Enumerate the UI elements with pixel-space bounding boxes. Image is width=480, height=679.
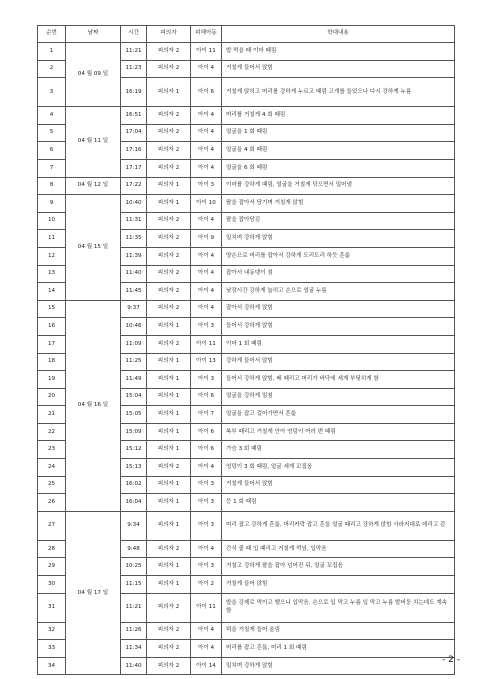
cell-time: 17:22 xyxy=(121,177,147,195)
cell-suspect: 피의자 2 xyxy=(147,622,191,640)
cell-no: 16 xyxy=(38,318,66,336)
cell-time: 15:09 xyxy=(121,423,147,441)
cell-victim: 아이 4 xyxy=(191,640,222,658)
cell-no: 4 xyxy=(38,107,66,125)
cell-suspect: 피의자 1 xyxy=(147,318,191,336)
cell-time: 16:51 xyxy=(121,107,147,125)
cell-no: 6 xyxy=(38,142,66,160)
cell-victim: 아이 4 xyxy=(191,142,222,160)
cell-time: 9:48 xyxy=(121,540,147,558)
cell-victim: 아이 4 xyxy=(191,247,222,265)
cell-description: 머리를 잡고 흔듦, 머리 1 회 때림 xyxy=(222,640,455,658)
cell-no: 26 xyxy=(38,494,66,512)
cell-time: 11:21 xyxy=(121,43,147,61)
cell-victim: 아이 4 xyxy=(191,300,222,318)
cell-no: 18 xyxy=(38,353,66,371)
cell-no: 33 xyxy=(38,640,66,658)
table-row xyxy=(38,511,455,540)
cell-time: 10:40 xyxy=(121,195,147,213)
cell-description: 거칠게 앉히고 머리를 강하게 누르고 때림 고개를 들었으나 다시 강하게 누름 xyxy=(222,78,455,107)
header-description: 학대내용 xyxy=(222,26,455,43)
cell-no: 24 xyxy=(38,459,66,477)
cell-time: 11:09 xyxy=(121,335,147,353)
cell-time: 11:21 xyxy=(121,593,147,622)
cell-suspect: 피의자 1 xyxy=(147,423,191,441)
table-row xyxy=(38,177,455,195)
cell-time: 10:25 xyxy=(121,558,147,576)
cell-time: 11:40 xyxy=(121,657,147,675)
cell-description: 밀치며 강하게 앉힘 xyxy=(222,230,455,248)
cell-description: 이마를 강하게 때림, 얼굴을 거칠게 닦으면서 밀어냄 xyxy=(222,177,455,195)
cell-time: 11:23 xyxy=(121,60,147,78)
cell-description: 들어서 강하게 앉힘 xyxy=(222,318,455,336)
table-row xyxy=(38,195,455,213)
cell-victim: 아이 3 xyxy=(191,476,222,494)
cell-time: 11:35 xyxy=(121,230,147,248)
cell-time: 11:26 xyxy=(121,622,147,640)
cell-victim: 아이 4 xyxy=(191,60,222,78)
cell-suspect: 피의자 2 xyxy=(147,540,191,558)
cell-suspect: 피의자 2 xyxy=(147,142,191,160)
cell-description: 낮잠시간 강하게 눕히고 손으로 얼굴 누름 xyxy=(222,283,455,301)
cell-suspect: 피의자 1 xyxy=(147,494,191,512)
table-row xyxy=(38,43,455,61)
cell-time: 11:15 xyxy=(121,576,147,594)
cell-no: 22 xyxy=(38,423,66,441)
cell-suspect: 피의자 2 xyxy=(147,283,191,301)
cell-victim: 아이 11 xyxy=(191,43,222,61)
cell-time: 17:04 xyxy=(121,124,147,142)
cell-victim: 아이 4 xyxy=(191,212,222,230)
cell-victim: 아이 11 xyxy=(191,593,222,622)
cell-suspect: 피의자 1 xyxy=(147,353,191,371)
cell-description: 머리를 거칠게 4 회 때림 xyxy=(222,107,455,125)
cell-time: 15:13 xyxy=(121,459,147,477)
cell-description: 거칠게 들어서 앉힘 xyxy=(222,476,455,494)
header-time: 시간 xyxy=(121,26,147,43)
cell-victim: 아이 2 xyxy=(191,576,222,594)
table-header-row xyxy=(38,26,455,43)
header-suspect: 피의자 xyxy=(147,26,191,43)
cell-no: 25 xyxy=(38,476,66,494)
cell-time: 15:04 xyxy=(121,388,147,406)
cell-suspect: 피의자 1 xyxy=(147,388,191,406)
cell-description: 엉덩이 3 회 때림, 얼굴 세게 꼬집음 xyxy=(222,459,455,477)
cell-time: 11:49 xyxy=(121,371,147,389)
cell-victim: 아이 4 xyxy=(191,459,222,477)
cell-description: 팔을 잡아당김 xyxy=(222,212,455,230)
cell-no: 13 xyxy=(38,265,66,283)
cell-no: 30 xyxy=(38,576,66,594)
table-row xyxy=(38,300,455,318)
cell-description: 얼굴을 1 회 때림 xyxy=(222,124,455,142)
cell-description: 팔을 잡아서 당기며 거칠게 앉힘 xyxy=(222,195,455,213)
cell-no: 20 xyxy=(38,388,66,406)
cell-date: 04 월 17 일 xyxy=(66,511,121,675)
cell-no: 17 xyxy=(38,335,66,353)
cell-date: 04 월 09 일 xyxy=(66,43,121,107)
cell-no: 7 xyxy=(38,159,66,177)
abuse-log-table xyxy=(37,25,455,675)
cell-description: 강하게 들어서 앉힘 xyxy=(222,353,455,371)
cell-time: 9:37 xyxy=(121,300,147,318)
cell-victim: 아이 3 xyxy=(191,558,222,576)
cell-time: 16:04 xyxy=(121,494,147,512)
cell-suspect: 피의자 2 xyxy=(147,43,191,61)
cell-victim: 아이 9 xyxy=(191,230,222,248)
cell-suspect: 피의자 2 xyxy=(147,657,191,675)
cell-suspect: 피의자 2 xyxy=(147,159,191,177)
cell-description: 밥 먹을 때 이마 때림 xyxy=(222,43,455,61)
cell-no: 8 xyxy=(38,177,66,195)
cell-no: 2 xyxy=(38,60,66,78)
cell-suspect: 피의자 1 xyxy=(147,406,191,424)
cell-suspect: 피의자 2 xyxy=(147,230,191,248)
cell-description: 얼굴을 잡고 걸어가면서 흔듦 xyxy=(222,406,455,424)
cell-description: 밥을 강제로 먹이고 뱉으니 입막음, 손으로 입 막고 누름 입 막고 누름 발버둥 치는데도 계속함 xyxy=(222,593,455,622)
cell-description: 얼굴을 6 회 때림 xyxy=(222,159,455,177)
cell-victim: 아이 6 xyxy=(191,441,222,459)
cell-description: 거칠고 강하게 팔을 잡아 넘어진 뒤, 얼굴 꼬집음 xyxy=(222,558,455,576)
cell-no: 32 xyxy=(38,622,66,640)
cell-victim: 아이 10 xyxy=(191,195,222,213)
cell-date: 04 월 11 일 xyxy=(66,107,121,177)
cell-no: 19 xyxy=(38,371,66,389)
cell-victim: 아이 3 xyxy=(191,371,222,389)
cell-no: 5 xyxy=(38,124,66,142)
cell-description: 거칠게 들어 앉힘 xyxy=(222,576,455,594)
header-date: 날짜 xyxy=(66,26,121,43)
cell-description: 잡아서 강하게 앉힘 xyxy=(222,300,455,318)
cell-suspect: 피의자 1 xyxy=(147,576,191,594)
cell-description: 거칠게 들어서 앉힘 xyxy=(222,60,455,78)
cell-time: 11:39 xyxy=(121,247,147,265)
cell-no: 1 xyxy=(38,43,66,61)
cell-victim: 아이 3 xyxy=(191,318,222,336)
cell-time: 17:17 xyxy=(121,159,147,177)
cell-suspect: 피의자 2 xyxy=(147,107,191,125)
cell-no: 31 xyxy=(38,593,66,622)
cell-no: 9 xyxy=(38,195,66,213)
cell-time: 9:34 xyxy=(121,511,147,540)
cell-description: 가슴 3 회 때림 xyxy=(222,441,455,459)
cell-suspect: 피의자 1 xyxy=(147,511,191,540)
cell-no: 14 xyxy=(38,283,66,301)
cell-victim: 아이 3 xyxy=(191,177,222,195)
page-number: - 2 - xyxy=(442,655,460,665)
cell-date: 04 월 15 일 xyxy=(66,195,121,301)
cell-no: 21 xyxy=(38,406,66,424)
cell-victim: 아이 4 xyxy=(191,159,222,177)
cell-victim: 아이 4 xyxy=(191,622,222,640)
cell-description: 들어서 강하게 앉힘, 배 때리고 머리가 바닥에 세게 부딪히게 함 xyxy=(222,371,455,389)
cell-description: 밀치며 강하게 앉힘 xyxy=(222,657,455,675)
cell-victim: 아이 4 xyxy=(191,540,222,558)
cell-suspect: 피의자 2 xyxy=(147,593,191,622)
cell-suspect: 피의자 1 xyxy=(147,195,191,213)
cell-time: 11:34 xyxy=(121,640,147,658)
cell-suspect: 피의자 2 xyxy=(147,640,191,658)
cell-victim: 아이 7 xyxy=(191,406,222,424)
cell-no: 27 xyxy=(38,511,66,540)
cell-suspect: 피의자 1 xyxy=(147,78,191,107)
cell-description: 양손으로 머리를 잡아서 강하게 도리도리 하듯 흔듦 xyxy=(222,247,455,265)
cell-time: 11:31 xyxy=(121,212,147,230)
cell-suspect: 피의자 1 xyxy=(147,476,191,494)
cell-description: 잡아서 내동댕이 침 xyxy=(222,265,455,283)
cell-suspect: 피의자 2 xyxy=(147,335,191,353)
cell-no: 34 xyxy=(38,657,66,675)
cell-suspect: 피의자 2 xyxy=(147,459,191,477)
table-row xyxy=(38,107,455,125)
cell-victim: 아이 3 xyxy=(191,511,222,540)
cell-time: 10:46 xyxy=(121,318,147,336)
cell-description: 얼굴을 강하게 밀침 xyxy=(222,388,455,406)
cell-time: 15:05 xyxy=(121,406,147,424)
header-no: 순번 xyxy=(38,26,66,43)
cell-date: 04 월 16 일 xyxy=(66,300,121,511)
cell-victim: 아이 4 xyxy=(191,107,222,125)
cell-no: 11 xyxy=(38,230,66,248)
cell-time: 16:02 xyxy=(121,476,147,494)
cell-victim: 아이 14 xyxy=(191,657,222,675)
cell-time: 15:12 xyxy=(121,441,147,459)
cell-time: 11:45 xyxy=(121,283,147,301)
cell-victim: 아이 6 xyxy=(191,78,222,107)
cell-description: 등 1 회 때림 xyxy=(222,494,455,512)
cell-no: 28 xyxy=(38,540,66,558)
cell-victim: 아이 11 xyxy=(191,335,222,353)
cell-suspect: 피의자 1 xyxy=(147,177,191,195)
cell-victim: 아이 6 xyxy=(191,423,222,441)
cell-description: 간식 줄 때 입 때리고 거칠게 먹임, 입막음 xyxy=(222,540,455,558)
cell-suspect: 피의자 2 xyxy=(147,300,191,318)
cell-time: 17:16 xyxy=(121,142,147,160)
cell-suspect: 피의자 1 xyxy=(147,371,191,389)
cell-suspect: 피의자 1 xyxy=(147,558,191,576)
cell-no: 3 xyxy=(38,78,66,107)
cell-victim: 아이 6 xyxy=(191,388,222,406)
cell-victim: 아이 3 xyxy=(191,494,222,512)
cell-victim: 아이 4 xyxy=(191,124,222,142)
cell-suspect: 피의자 2 xyxy=(147,212,191,230)
cell-date: 04 월 12 일 xyxy=(66,177,121,195)
cell-suspect: 피의자 2 xyxy=(147,124,191,142)
cell-victim: 아이 4 xyxy=(191,265,222,283)
cell-no: 23 xyxy=(38,441,66,459)
cell-description: 이마 1 회 때림 xyxy=(222,335,455,353)
cell-time: 16:19 xyxy=(121,78,147,107)
cell-no: 29 xyxy=(38,558,66,576)
cell-description: 얼굴을 4 회 때림 xyxy=(222,142,455,160)
cell-suspect: 피의자 2 xyxy=(147,60,191,78)
cell-no: 10 xyxy=(38,212,66,230)
cell-victim: 아이 13 xyxy=(191,353,222,371)
cell-time: 11:40 xyxy=(121,265,147,283)
cell-victim: 아이 4 xyxy=(191,283,222,301)
cell-description: 턱을 거칠게 들어 올림 xyxy=(222,622,455,640)
cell-description: 머리 잡고 강하게 흔듦, 머리카락 잡고 흔들 얼굴 때리고 강하게 앉힘 사라지대로 데리고 감 xyxy=(222,511,455,540)
header-victim: 피해아동 xyxy=(191,26,222,43)
cell-suspect: 피의자 2 xyxy=(147,265,191,283)
cell-suspect: 피의자 2 xyxy=(147,247,191,265)
cell-description: 복부 때리고 거칠게 안아 엉덩이 여러 번 때림 xyxy=(222,423,455,441)
cell-no: 15 xyxy=(38,300,66,318)
cell-time: 11:25 xyxy=(121,353,147,371)
cell-no: 12 xyxy=(38,247,66,265)
cell-suspect: 피의자 1 xyxy=(147,441,191,459)
